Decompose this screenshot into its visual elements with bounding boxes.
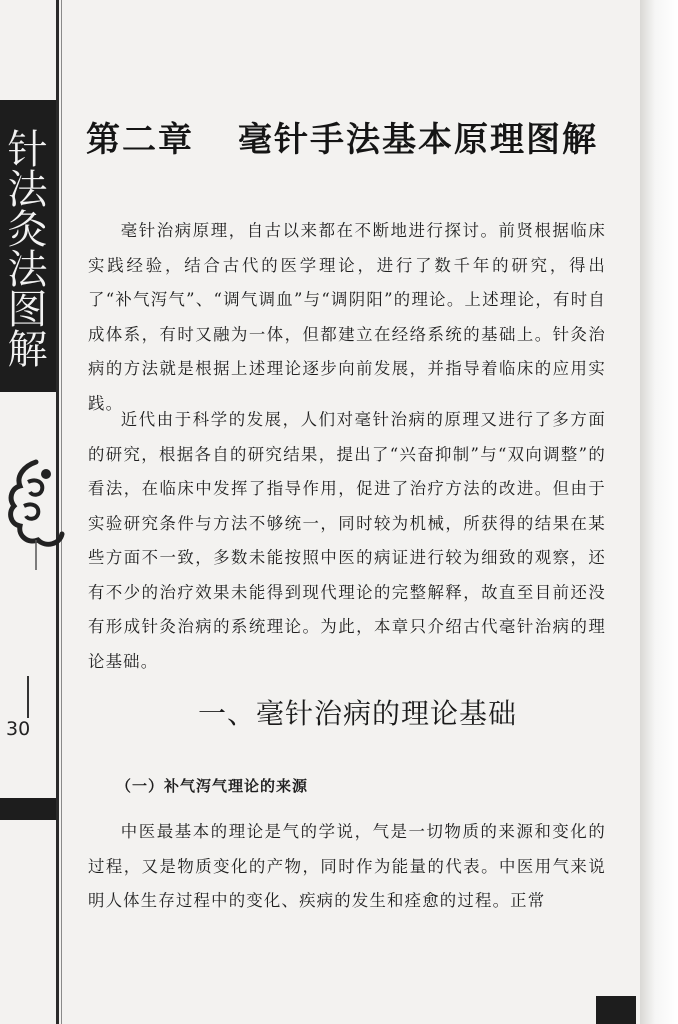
corner-mark: [596, 996, 636, 1024]
chapter-title: [86, 112, 598, 161]
cloud-ornament-icon: [6, 452, 66, 572]
chapter-number: 第二章: [86, 120, 194, 160]
chapter-name: 毫针手法基本原理图解: [238, 120, 598, 160]
section-heading: 一、毫针治病的理论基础: [198, 697, 518, 730]
page-number-rule: [27, 676, 29, 718]
side-book-title: 针法灸法图解: [1, 128, 47, 368]
side-bottom-bar: [0, 798, 56, 820]
subsection-heading: （一）补气泻气理论的来源: [116, 777, 309, 795]
paragraph: 近代由于科学的发展，人们对毫针治病的原理又进行了多方面的研究，根据各自的研究结果，提出了“兴奋抑制”与“双向调整”的看法，在临床中发挥了指导作用，促进了治疗方法的改进。但由于实验研究条件与方法不够统一，同时较为机械，所获得的结果在某些方面不一致，多数未能按照中医的病证进行较为细致的观察，还有不少的治疗效果未能得到现代理论的完整解释，故直至目前还没有形成针灸治病的系统理论。为此，本章只介绍古代毫针治病的理论基础。: [88, 410, 606, 671]
paragraph: 毫针治病原理，自古以来都在不断地进行探讨。前贤根据临床实践经验，结合古代的医学理论，进行了数千年的研究，得出了“补气泻气”、“调气调血”与“调阴阳”的理论。上述理论，有时自成体系，有时又融为一体，但都建立在经络系统的基础上。针灸治病的方法就是根据上述理论逐步向前发展，并指导着临床的应用实践。: [88, 221, 606, 413]
page-number: 30: [6, 718, 31, 740]
paragraph: 中医最基本的理论是气的学说，气是一切物质的来源和变化的过程，又是物质变化的产物，同时作为能量的代表。中医用气来说明人体生存过程中的变化、疾病的发生和痊愈的过程。正常: [88, 822, 606, 910]
page-edge: [640, 0, 678, 1024]
